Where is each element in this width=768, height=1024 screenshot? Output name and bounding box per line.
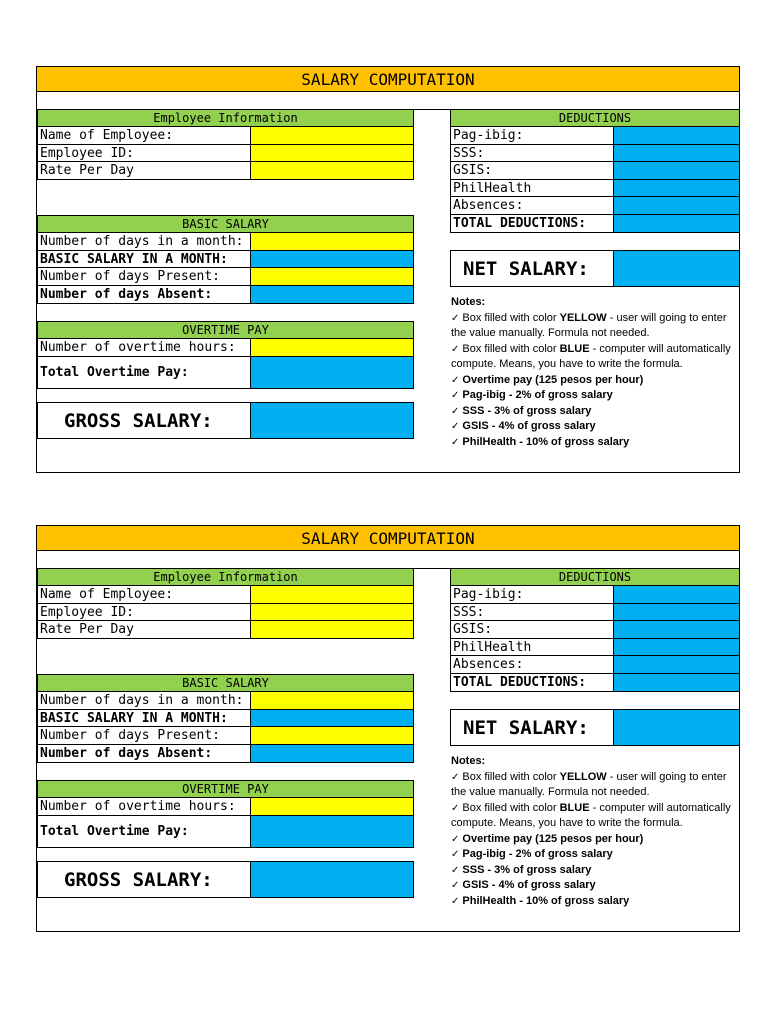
sss-label: SSS:: [453, 145, 485, 161]
net-salary-row: [450, 709, 740, 746]
basic-salary-label: BASIC SALARY IN A MONTH:: [40, 710, 228, 726]
check-icon: ✓: [451, 880, 460, 891]
total-deductions-label: TOTAL DEDUCTIONS:: [453, 216, 587, 231]
gsis-label: GSIS:: [453, 622, 493, 637]
check-icon: ✓: [451, 864, 460, 876]
absences-label: Absences:: [453, 198, 524, 213]
days-present-input[interactable]: [250, 727, 413, 744]
overtime-hours-row: [37, 338, 414, 357]
note-rule: ✓ SSS - 3% of gross salary: [451, 404, 592, 417]
days-absent-row: [37, 285, 414, 304]
total-overtime-row: [37, 815, 414, 848]
days-absent-label: Number of days Absent:: [40, 746, 213, 761]
absences-row: [450, 655, 740, 674]
note-rule: ✓ SSS - 3% of gross salary: [451, 863, 592, 876]
net-salary-value: [613, 251, 739, 286]
days-present-row: [37, 267, 414, 286]
total-overtime-value: [250, 357, 413, 388]
note-rule: ✓ Pag-ibig - 2% of gross salary: [451, 848, 613, 860]
philhealth-row: [450, 179, 740, 197]
days-absent-label: Number of days Absent:: [40, 287, 213, 302]
rate-per-day-input[interactable]: [250, 162, 413, 179]
sss-value: [613, 604, 739, 620]
employee-name-row: [37, 585, 414, 604]
check-icon: ✓: [451, 436, 460, 448]
employee-name-label: Name of Employee:: [40, 128, 174, 143]
basic-salary-row: [37, 709, 414, 727]
total-deductions-row: [450, 214, 740, 233]
salary-sheet-2: [36, 525, 740, 932]
employee-id-input[interactable]: [250, 604, 413, 620]
overtime-hours-label: Number of overtime hours:: [40, 799, 236, 814]
overtime-hours-input[interactable]: [250, 339, 413, 356]
spacer-band: [37, 91, 739, 110]
note-rule: ✓ PhilHealth - 10% of gross salary: [451, 435, 630, 448]
total-deductions-value: [613, 674, 739, 691]
days-in-month-label: Number of days in a month:: [40, 693, 244, 708]
net-salary-label: NET SALARY:: [463, 257, 589, 280]
philhealth-value: [613, 639, 739, 655]
total-deductions-label: TOTAL DEDUCTIONS:: [453, 675, 587, 690]
rate-per-day-label: Rate Per Day: [40, 622, 134, 637]
sss-row: [450, 144, 740, 162]
net-salary-label: NET SALARY:: [463, 716, 589, 739]
deductions-header: DEDUCTIONS: [450, 109, 740, 127]
absences-value: [613, 656, 739, 673]
employee-id-label: Employee ID:: [40, 604, 134, 620]
notes-section: [451, 295, 737, 450]
check-icon: ✓: [451, 802, 460, 814]
employee-name-input[interactable]: [250, 127, 413, 144]
check-icon: ✓: [451, 405, 460, 417]
gross-salary-label: GROSS SALARY:: [64, 409, 213, 432]
total-overtime-label: Total Overtime Pay:: [40, 824, 189, 839]
gross-salary-row: [37, 402, 414, 439]
check-icon: ✓: [451, 421, 460, 432]
gsis-row: [450, 161, 740, 180]
philhealth-label: PhilHealth: [453, 180, 532, 196]
basic-salary-label: BASIC SALARY IN A MONTH:: [40, 251, 228, 267]
pagibig-value: [613, 586, 739, 603]
employee-id-label: Employee ID:: [40, 145, 134, 161]
check-icon: ✓: [451, 374, 460, 386]
total-deductions-value: [613, 215, 739, 232]
basic-salary-value: [250, 251, 413, 267]
pagibig-value: [613, 127, 739, 144]
days-absent-row: [37, 744, 414, 763]
pagibig-row: [450, 126, 740, 145]
net-salary-row: [450, 250, 740, 287]
employee-id-row: [37, 144, 414, 162]
rate-per-day-row: [37, 620, 414, 639]
notes-title: Notes:: [451, 755, 486, 767]
employee-id-input[interactable]: [250, 145, 413, 161]
rate-per-day-label: Rate Per Day: [40, 163, 134, 178]
days-in-month-input[interactable]: [250, 233, 413, 250]
check-icon: ✓: [451, 771, 460, 783]
basic-salary-row: [37, 250, 414, 268]
total-overtime-label: Total Overtime Pay:: [40, 365, 189, 380]
note-yellow: ✓ Box filled with color YELLOW - user will going to enter the value manually. Formula not needed.: [451, 311, 727, 339]
net-salary-value: [613, 710, 739, 745]
check-icon: ✓: [451, 849, 460, 860]
days-absent-value: [250, 745, 413, 762]
gsis-row: [450, 620, 740, 639]
absences-row: [450, 196, 740, 215]
total-overtime-value: [250, 816, 413, 847]
gross-salary-value: [250, 862, 413, 897]
philhealth-label: PhilHealth: [453, 639, 532, 655]
sheet-title: SALARY COMPUTATION: [37, 67, 739, 92]
basic-salary-header: BASIC SALARY: [37, 674, 414, 692]
note-blue: ✓ Box filled with color BLUE - computer will automatically compute. Means, you have to write the formula.: [451, 801, 731, 829]
days-in-month-input[interactable]: [250, 692, 413, 709]
note-rule: ✓ PhilHealth - 10% of gross salary: [451, 894, 630, 907]
sss-value: [613, 145, 739, 161]
rate-per-day-row: [37, 161, 414, 180]
note-rule: ✓ GSIS - 4% of gross salary: [451, 879, 596, 891]
employee-info-header: Employee Information: [37, 568, 414, 586]
days-in-month-label: Number of days in a month:: [40, 234, 244, 249]
total-deductions-row: [450, 673, 740, 692]
overtime-pay-header: OVERTIME PAY: [37, 321, 414, 339]
philhealth-value: [613, 180, 739, 196]
note-rule: ✓ Overtime pay (125 pesos per hour): [451, 832, 644, 845]
days-present-label: Number of days Present:: [40, 269, 221, 284]
note-blue: ✓ Box filled with color BLUE - computer will automatically compute. Means, you have to write the formula.: [451, 342, 731, 370]
days-present-row: [37, 726, 414, 745]
spacer-band: [37, 550, 739, 569]
deductions-header: DEDUCTIONS: [450, 568, 740, 586]
gsis-value: [613, 621, 739, 638]
notes-section: [451, 754, 737, 909]
employee-id-row: [37, 603, 414, 621]
total-overtime-row: [37, 356, 414, 389]
salary-sheet-1: [36, 66, 740, 473]
check-icon: ✓: [451, 312, 460, 324]
basic-salary-header: BASIC SALARY: [37, 215, 414, 233]
gsis-value: [613, 162, 739, 179]
sheet-title: SALARY COMPUTATION: [37, 526, 739, 551]
gross-salary-row: [37, 861, 414, 898]
days-absent-value: [250, 286, 413, 303]
days-present-input[interactable]: [250, 268, 413, 285]
pagibig-label: Pag-ibig:: [453, 128, 524, 143]
overtime-hours-input[interactable]: [250, 798, 413, 815]
philhealth-row: [450, 638, 740, 656]
note-rule: ✓ Pag-ibig - 2% of gross salary: [451, 389, 613, 401]
overtime-hours-row: [37, 797, 414, 816]
employee-info-header: Employee Information: [37, 109, 414, 127]
gross-salary-label: GROSS SALARY:: [64, 868, 213, 891]
rate-per-day-input[interactable]: [250, 621, 413, 638]
note-yellow: ✓ Box filled with color YELLOW - user will going to enter the value manually. Formula not needed.: [451, 770, 727, 798]
sss-label: SSS:: [453, 604, 485, 620]
basic-salary-value: [250, 710, 413, 726]
absences-value: [613, 197, 739, 214]
note-rule: ✓ Overtime pay (125 pesos per hour): [451, 373, 644, 386]
check-icon: ✓: [451, 895, 460, 907]
overtime-pay-header: OVERTIME PAY: [37, 780, 414, 798]
days-in-month-row: [37, 232, 414, 251]
check-icon: ✓: [451, 343, 460, 355]
check-icon: ✓: [451, 833, 460, 845]
employee-name-label: Name of Employee:: [40, 587, 174, 602]
employee-name-row: [37, 126, 414, 145]
sss-row: [450, 603, 740, 621]
check-icon: ✓: [451, 390, 460, 401]
pagibig-row: [450, 585, 740, 604]
note-rule: ✓ GSIS - 4% of gross salary: [451, 420, 596, 432]
notes-title: Notes:: [451, 296, 486, 308]
absences-label: Absences:: [453, 657, 524, 672]
days-in-month-row: [37, 691, 414, 710]
gsis-label: GSIS:: [453, 163, 493, 178]
employee-name-input[interactable]: [250, 586, 413, 603]
pagibig-label: Pag-ibig:: [453, 587, 524, 602]
overtime-hours-label: Number of overtime hours:: [40, 340, 236, 355]
gross-salary-value: [250, 403, 413, 438]
days-present-label: Number of days Present:: [40, 728, 221, 743]
